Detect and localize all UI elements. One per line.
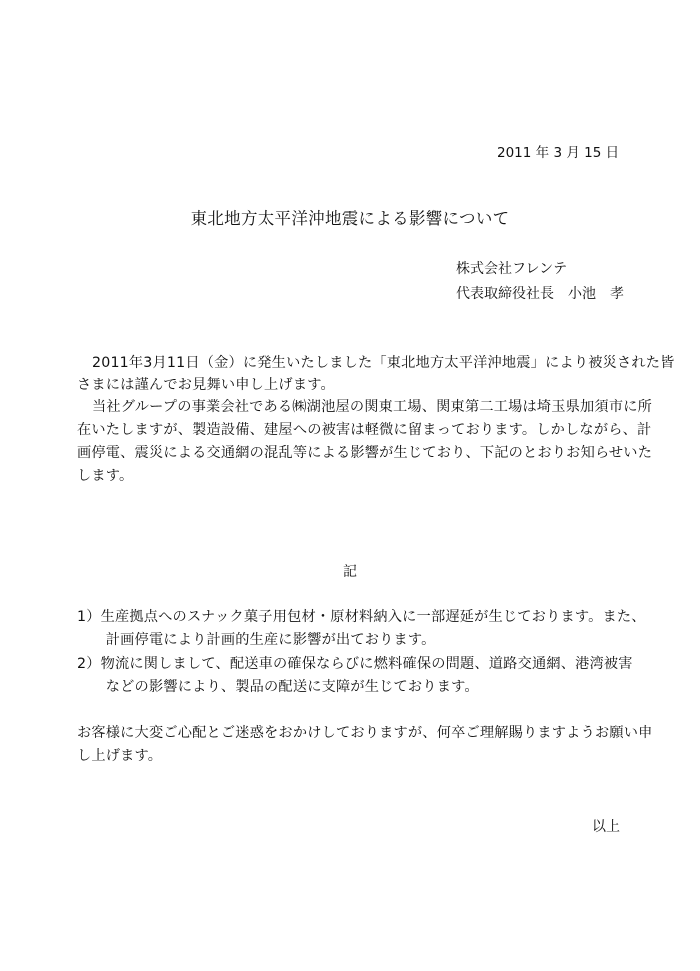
list-item-line: 2）物流に関しまして、配送車の確保ならびに燃料確保の問題、道路交通網、港湾被害 (77, 656, 633, 672)
body-line: 当社グループの事業会社である㈱湖池屋の関東工場、関東第二工場は埼玉県加須市に所 (92, 399, 652, 415)
document-date: 2011 年 3 月 15 日 (497, 145, 620, 161)
body-line: 2011年3月11日（金）に発生いたしました「東北地方太平洋沖地震」により被災された皆 (92, 355, 675, 371)
sender-representative: 代表取締役社長 小池 孝 (456, 286, 624, 302)
document-title: 東北地方太平洋沖地震による影響について (190, 209, 510, 228)
list-item-line: 計画停電により計画的生産に影響が出ております。 (77, 632, 436, 648)
footer-line: し上げます。 (77, 748, 163, 764)
sender-company: 株式会社フレンテ (456, 261, 568, 277)
footer-line: お客様に大変ご心配とご迷惑をおかけしておりますが、何卒ご理解賜りますようお願い申 (77, 725, 653, 741)
list-item-line: などの影響により、製品の配送に支障が生じております。 (77, 679, 479, 695)
body-line: さまには謹んでお見舞い申し上げます。 (77, 377, 335, 393)
body-line: します。 (77, 468, 134, 484)
list-item-line: 1）生産拠点へのスナック菓子用包材・原材料納入に一部遅延が生じております。また、 (77, 609, 646, 625)
body-line: 在いたしますが、製造設備、建屋への被害は軽微に留まっております。しかしながら、計 (77, 422, 652, 438)
body-line: 画停電、震災による交通網の混乱等による影響が生じており、下記のとおりお知らせいた (77, 445, 653, 461)
ki-heading: 記 (343, 564, 357, 580)
closing-mark: 以上 (592, 819, 620, 835)
